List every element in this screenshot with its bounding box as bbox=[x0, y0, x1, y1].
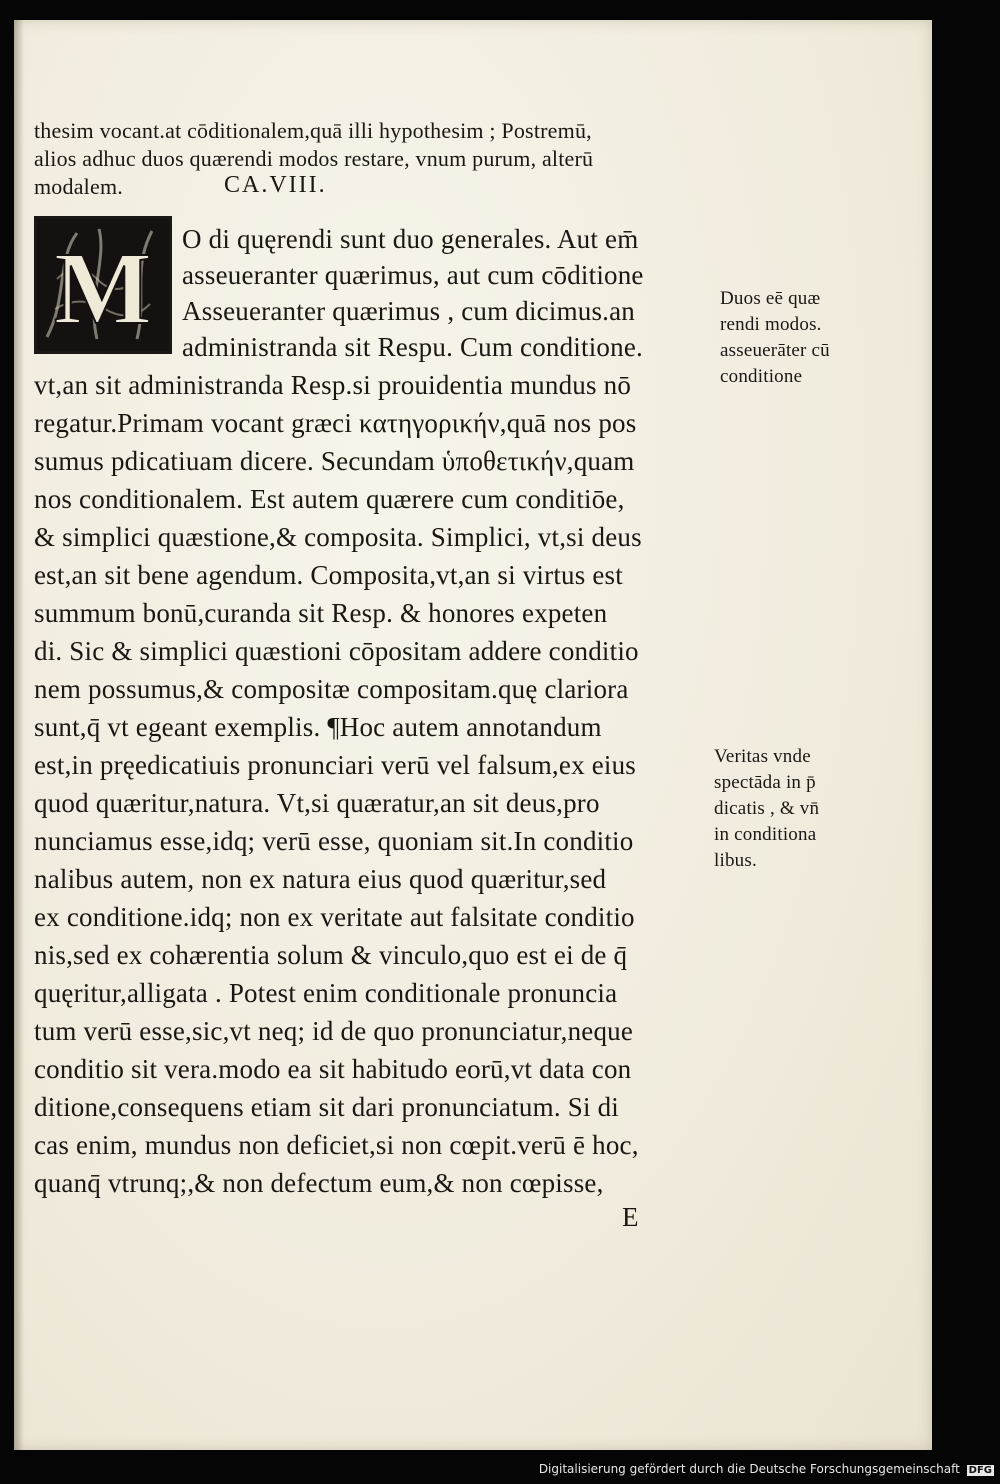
book-page bbox=[14, 20, 932, 1450]
signature-mark: E bbox=[622, 1202, 639, 1232]
body-line-25: cas enim, mundus non deficiet,si non cœpit.verū ē hoc, bbox=[34, 1130, 639, 1160]
margin-note-1-line-1: Duos eē quæ bbox=[720, 288, 821, 309]
top-line-1: thesim vocant.at cōditionalem,quā illi hypothesim ; Postremū, bbox=[34, 118, 592, 143]
body-line-1: O di quęrendi sunt duo generales. Aut em̄ bbox=[182, 224, 639, 254]
body-line-17: nunciamus esse,idq; verū esse, quoniam sit.In conditio bbox=[34, 826, 634, 856]
body-line-13: nem possumus,& compositæ compositam.quę clariora bbox=[34, 674, 629, 704]
body-line-20: nis,sed ex cohærentia solum & vinculo,quo est ei de q̄ bbox=[34, 940, 628, 970]
body-line-11: summum bonū,curanda sit Resp. & honores expeten bbox=[34, 598, 608, 628]
body-line-10: est,an sit bene agendum. Composita,vt,an si virtus est bbox=[34, 560, 623, 590]
margin-note-2-line-4: in conditiona bbox=[714, 824, 817, 845]
page-gutter-shadow bbox=[14, 20, 24, 1450]
body-line-26: quanq̄ vtrunq;,& non defectum eum,& non cœpisse, bbox=[34, 1168, 604, 1198]
body-line-4: administranda sit Respu. Cum conditione. bbox=[182, 332, 643, 362]
margin-note-2-line-2: spectāda in p̄ bbox=[714, 772, 816, 793]
body-line-12: di. Sic & simplici quæstioni cōpositam addere conditio bbox=[34, 636, 639, 666]
decorated-initial-icon bbox=[37, 219, 169, 351]
body-line-8: nos conditionalem. Est autem quærere cum conditiōe, bbox=[34, 484, 625, 514]
body-line-7: sumus pdicatiuam dicere. Secundam ὑποθετικήν,quam bbox=[34, 446, 635, 476]
body-line-5: vt,an sit administranda Resp.si prouidentia mundus nō bbox=[34, 370, 632, 400]
body-line-9: & simplici quæstione,& composita. Simplici, vt,si deus bbox=[34, 522, 642, 552]
dfg-logo: DFG bbox=[968, 1465, 992, 1476]
margin-note-1-line-2: rendi modos. bbox=[720, 314, 822, 335]
body-line-14: sunt,q̄ vt egeant exemplis. ¶Hoc autem annotandum bbox=[34, 712, 602, 742]
body-line-16: quod quæritur,natura. Vt,si quæratur,an sit deus,pro bbox=[34, 788, 600, 818]
body-line-23: conditio sit vera.modo ea sit habitudo eorū,vt data con bbox=[34, 1054, 632, 1084]
body-line-3: Asseueranter quærimus , cum dicimus.an bbox=[182, 296, 636, 326]
svg-text:M: M bbox=[53, 231, 153, 346]
margin-note-1-line-4: conditione bbox=[720, 366, 803, 387]
margin-note-2-line-5: libus. bbox=[714, 850, 757, 871]
body-line-2: asseueranter quærimus, aut cum cōditione bbox=[182, 260, 644, 290]
body-line-15: est,in pręedicatiuis pronunciari verū vel falsum,ex eius bbox=[34, 750, 637, 780]
margin-note-2-line-1: Veritas vnde bbox=[714, 746, 811, 767]
body-line-18: nalibus autem, non ex natura eius quod quæritur,sed bbox=[34, 864, 607, 894]
margin-note-1-line-3: asseuerāter cū bbox=[720, 340, 830, 361]
margin-note-2-line-3: dicatis , & vn̄ bbox=[714, 798, 820, 819]
digitization-credit bbox=[539, 1462, 994, 1476]
chapter-heading: CA.VIII. bbox=[224, 172, 327, 198]
credit-text: Digitalisierung gefördert durch die Deutsche Forschungsgemeinschaft bbox=[538, 1462, 960, 1476]
top-line-modalem: modalem. bbox=[34, 174, 123, 199]
top-line-2: alios adhuc duos quærendi modos restare, vnum purum, alterū bbox=[34, 146, 594, 171]
body-line-19: ex conditione.idq; non ex veritate aut falsitate conditio bbox=[34, 902, 635, 932]
decorated-initial-letter bbox=[34, 216, 172, 354]
body-line-21: quęritur,alligata . Potest enim conditionale pronuncia bbox=[34, 978, 618, 1008]
body-line-24: ditione,consequens etiam sit dari pronunciatum. Si di bbox=[34, 1092, 619, 1122]
body-line-6: regatur.Primam vocant græci κατηγορικήν,quā nos pos bbox=[34, 408, 637, 438]
body-line-22: tum verū esse,sic,vt neq; id de quo pronunciatur,neque bbox=[34, 1016, 634, 1046]
